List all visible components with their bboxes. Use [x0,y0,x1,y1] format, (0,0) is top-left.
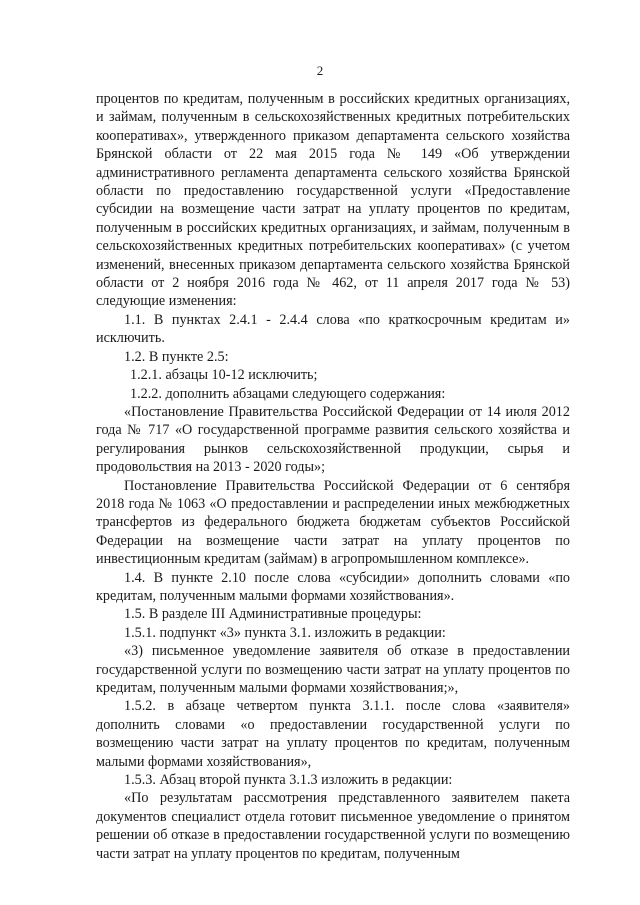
paragraph-1-2: 1.2. В пункте 2.5: [124,348,229,365]
paragraph-quote-717: «Постановление Правительства Российской Федерации от 14 июля 2012 года № 717 «О государственной программе развития сельского хозяйства и регулирования рынков сельскохозяйственной продукции, сырья и продовольствия на 2013 - 2020 годы»; [96,403,570,476]
paragraph-1-1: 1.1. В пунктах 2.4.1 - 2.4.4 слова «по краткосрочным кредитам и» исключить. [96,311,570,347]
paragraph-quote-3: «3) письменное уведомление заявителя об отказе в предоставлении государственной услуги по возмещению части затрат на уплату процентов по кредитам, полученным малыми формами хозяйствования;», [96,643,570,696]
document-body [96,90,570,863]
paragraph-1-5-3: 1.5.3. Абзац второй пункта 3.1.3 изложить в редакции: [124,772,453,789]
paragraph-1-5-2: 1.5.2. в абзаце четвертом пункта 3.1.1. после слова «заявителя» дополнить словами «о предоставлении государственной услуги по возмещению части затрат на уплату процентов по кредитам, полученным малыми формами хозяйствования», [96,698,570,770]
paragraph-quote-1063: Постановление Правительства Российской Федерации от 6 сентября 2018 года № 1063 «О предоставлении и распределении иных межбюджетных трансфертов из федерального бюджета бюджетам субъектов Российской Федерации на возмещение части затрат на уплату процентов по инвестиционным кредитам (займам) в агропромышленном комплексе». [96,477,570,568]
paragraph-1-5-1: 1.5.1. подпункт «3» пункта 3.1. изложить в редакции: [124,624,446,641]
paragraph-1-2-1: 1.2.1. абзацы 10-12 исключить; [130,367,318,384]
paragraph-quote-results: «По результатам рассмотрения представленного заявителем пакета документов специалист отдела готовит письменное уведомление о принятом решении об отказе в предоставлении государственной услуги по возмещению части затрат на уплату процентов по кредитам, полученным [96,790,570,862]
paragraph-1-2-2: 1.2.2. дополнить абзацами следующего содержания: [130,385,446,402]
paragraph-1-5: 1.5. В разделе III Административные процедуры: [124,606,422,623]
paragraph-continuation: процентов по кредитам, полученным в российских кредитных организациях, и займам, полученным в сельскохозяйственных кредитных потребительских кооперативах», утвержденного приказом департамента сельского хозяйства Брянской области от 22 мая 2015 года № 149 «Об утверждении административного регламента департамента сельского хозяйства Брянской области по предоставлению государственной услуги «Предоставление субсидии на возмещение части затрат на уплату процентов по кредитам, полученным в российских кредитных организациях, и займам, полученным в сельскохозяйственных кредитных потребительских кооперативах» (с учетом изменений, внесенных приказом департамента сельского хозяйства Брянской области от 2 ноября 2016 года № 462, от 11 апреля 2017 года № 53) следующие изменения: [96,91,570,310]
page-number: 2 [316,63,324,78]
paragraph-1-4: 1.4. В пункте 2.10 после слова «субсидии» дополнить словами «по кредитам, полученным малыми формами хозяйствования». [96,569,570,604]
